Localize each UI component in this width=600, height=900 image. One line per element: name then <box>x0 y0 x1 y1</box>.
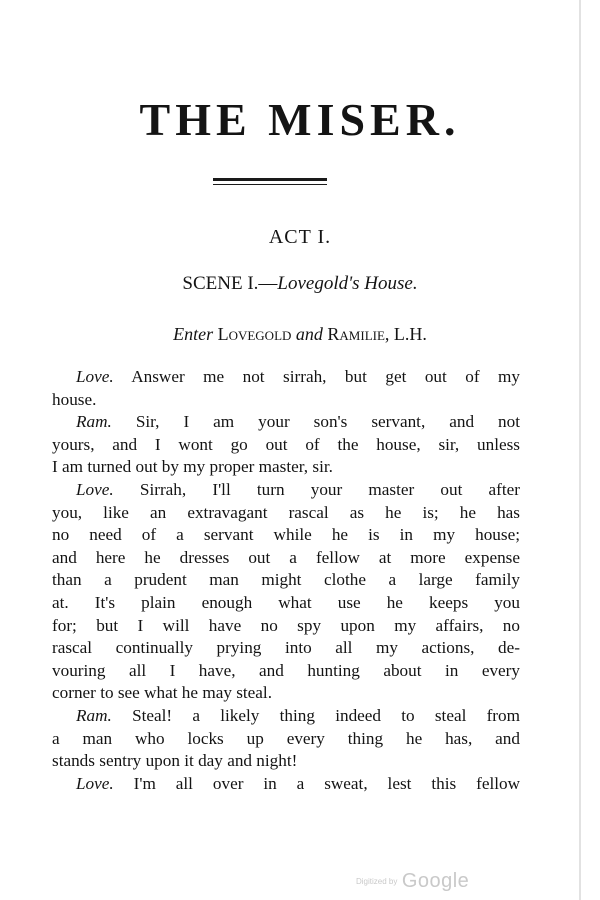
text-line <box>52 592 520 615</box>
stage-direction <box>0 324 600 345</box>
text-line <box>52 389 520 412</box>
line-text: yours, and I wont go out of the house, sir, unless <box>52 434 520 454</box>
text-line <box>52 615 520 638</box>
line-text: than a prudent man might clothe a large family <box>52 570 520 590</box>
line-text: Answer me not sirrah, but get out of my <box>131 367 520 386</box>
line-text: I am turned out by my proper master, sir. <box>52 457 333 477</box>
watermark-brand: Google <box>401 870 470 892</box>
scene-heading <box>0 273 600 295</box>
speaker-name: Ram. <box>76 705 112 725</box>
line-text: Sirrah, I'll turn your master out after <box>139 479 521 499</box>
speaker-name: Ram. <box>76 412 112 432</box>
scene-place: Lovegold's House. <box>277 273 418 294</box>
text-line <box>52 750 520 773</box>
line-text: you, like an extravagant rascal as he is; he has <box>52 502 520 522</box>
line-text: stands sentry upon it day and night! <box>52 751 298 771</box>
watermark-prefix: Digitized by <box>356 877 398 886</box>
text-line <box>52 569 520 592</box>
dialogue-text <box>52 366 520 795</box>
text-line <box>52 682 520 705</box>
text-line <box>52 524 520 547</box>
speaker-name: Love. <box>76 367 114 386</box>
line-text: house. <box>52 389 97 409</box>
google-watermark <box>356 870 469 893</box>
text-line <box>52 705 520 728</box>
text-line <box>52 456 520 479</box>
character-lovegold: Lovegold <box>217 324 292 344</box>
title-rule <box>213 178 327 185</box>
line-text: Sir, I am your son's servant, and not <box>135 412 521 432</box>
text-line <box>52 502 520 525</box>
text-line <box>52 366 520 389</box>
line-text: Steal! a likely thing indeed to steal from <box>132 705 520 725</box>
line-text: rascal continually prying into all my actions, de- <box>52 638 520 658</box>
stage-side: L.H. <box>393 324 427 344</box>
text-line <box>52 434 520 457</box>
enter-word: Enter <box>173 324 214 344</box>
text-line <box>52 773 520 796</box>
line-text: a man who locks up every thing he has, and <box>52 728 520 748</box>
and-word: and <box>295 324 323 344</box>
act-heading: ACT I. <box>268 226 332 248</box>
text-line <box>52 728 520 751</box>
line-text: no need of a servant while he is in my house; <box>52 525 520 545</box>
character-ramilie: Ramilie, <box>327 324 390 344</box>
speaker-name: Love. <box>76 479 114 499</box>
line-text: corner to see what he may steal. <box>52 683 273 703</box>
text-line <box>52 479 520 502</box>
line-text: and here he dresses out a fellow at more expense <box>52 547 520 567</box>
scrollbar[interactable] <box>579 0 581 900</box>
text-line <box>52 637 520 660</box>
line-text: I'm all over in a sweat, lest this fellow <box>133 773 521 793</box>
line-text: for; but I will have no spy upon my affairs, no <box>52 615 520 635</box>
text-line <box>52 411 520 434</box>
line-text: vouring all I have, and hunting about in every <box>52 660 520 680</box>
line-text: at. It's plain enough what use he keeps you <box>52 592 520 612</box>
scene-label: SCENE I.— <box>182 273 278 294</box>
text-line <box>52 547 520 570</box>
speaker-name: Love. <box>76 773 114 793</box>
text-line <box>52 660 520 683</box>
page-title: THE MISER. <box>139 94 461 145</box>
